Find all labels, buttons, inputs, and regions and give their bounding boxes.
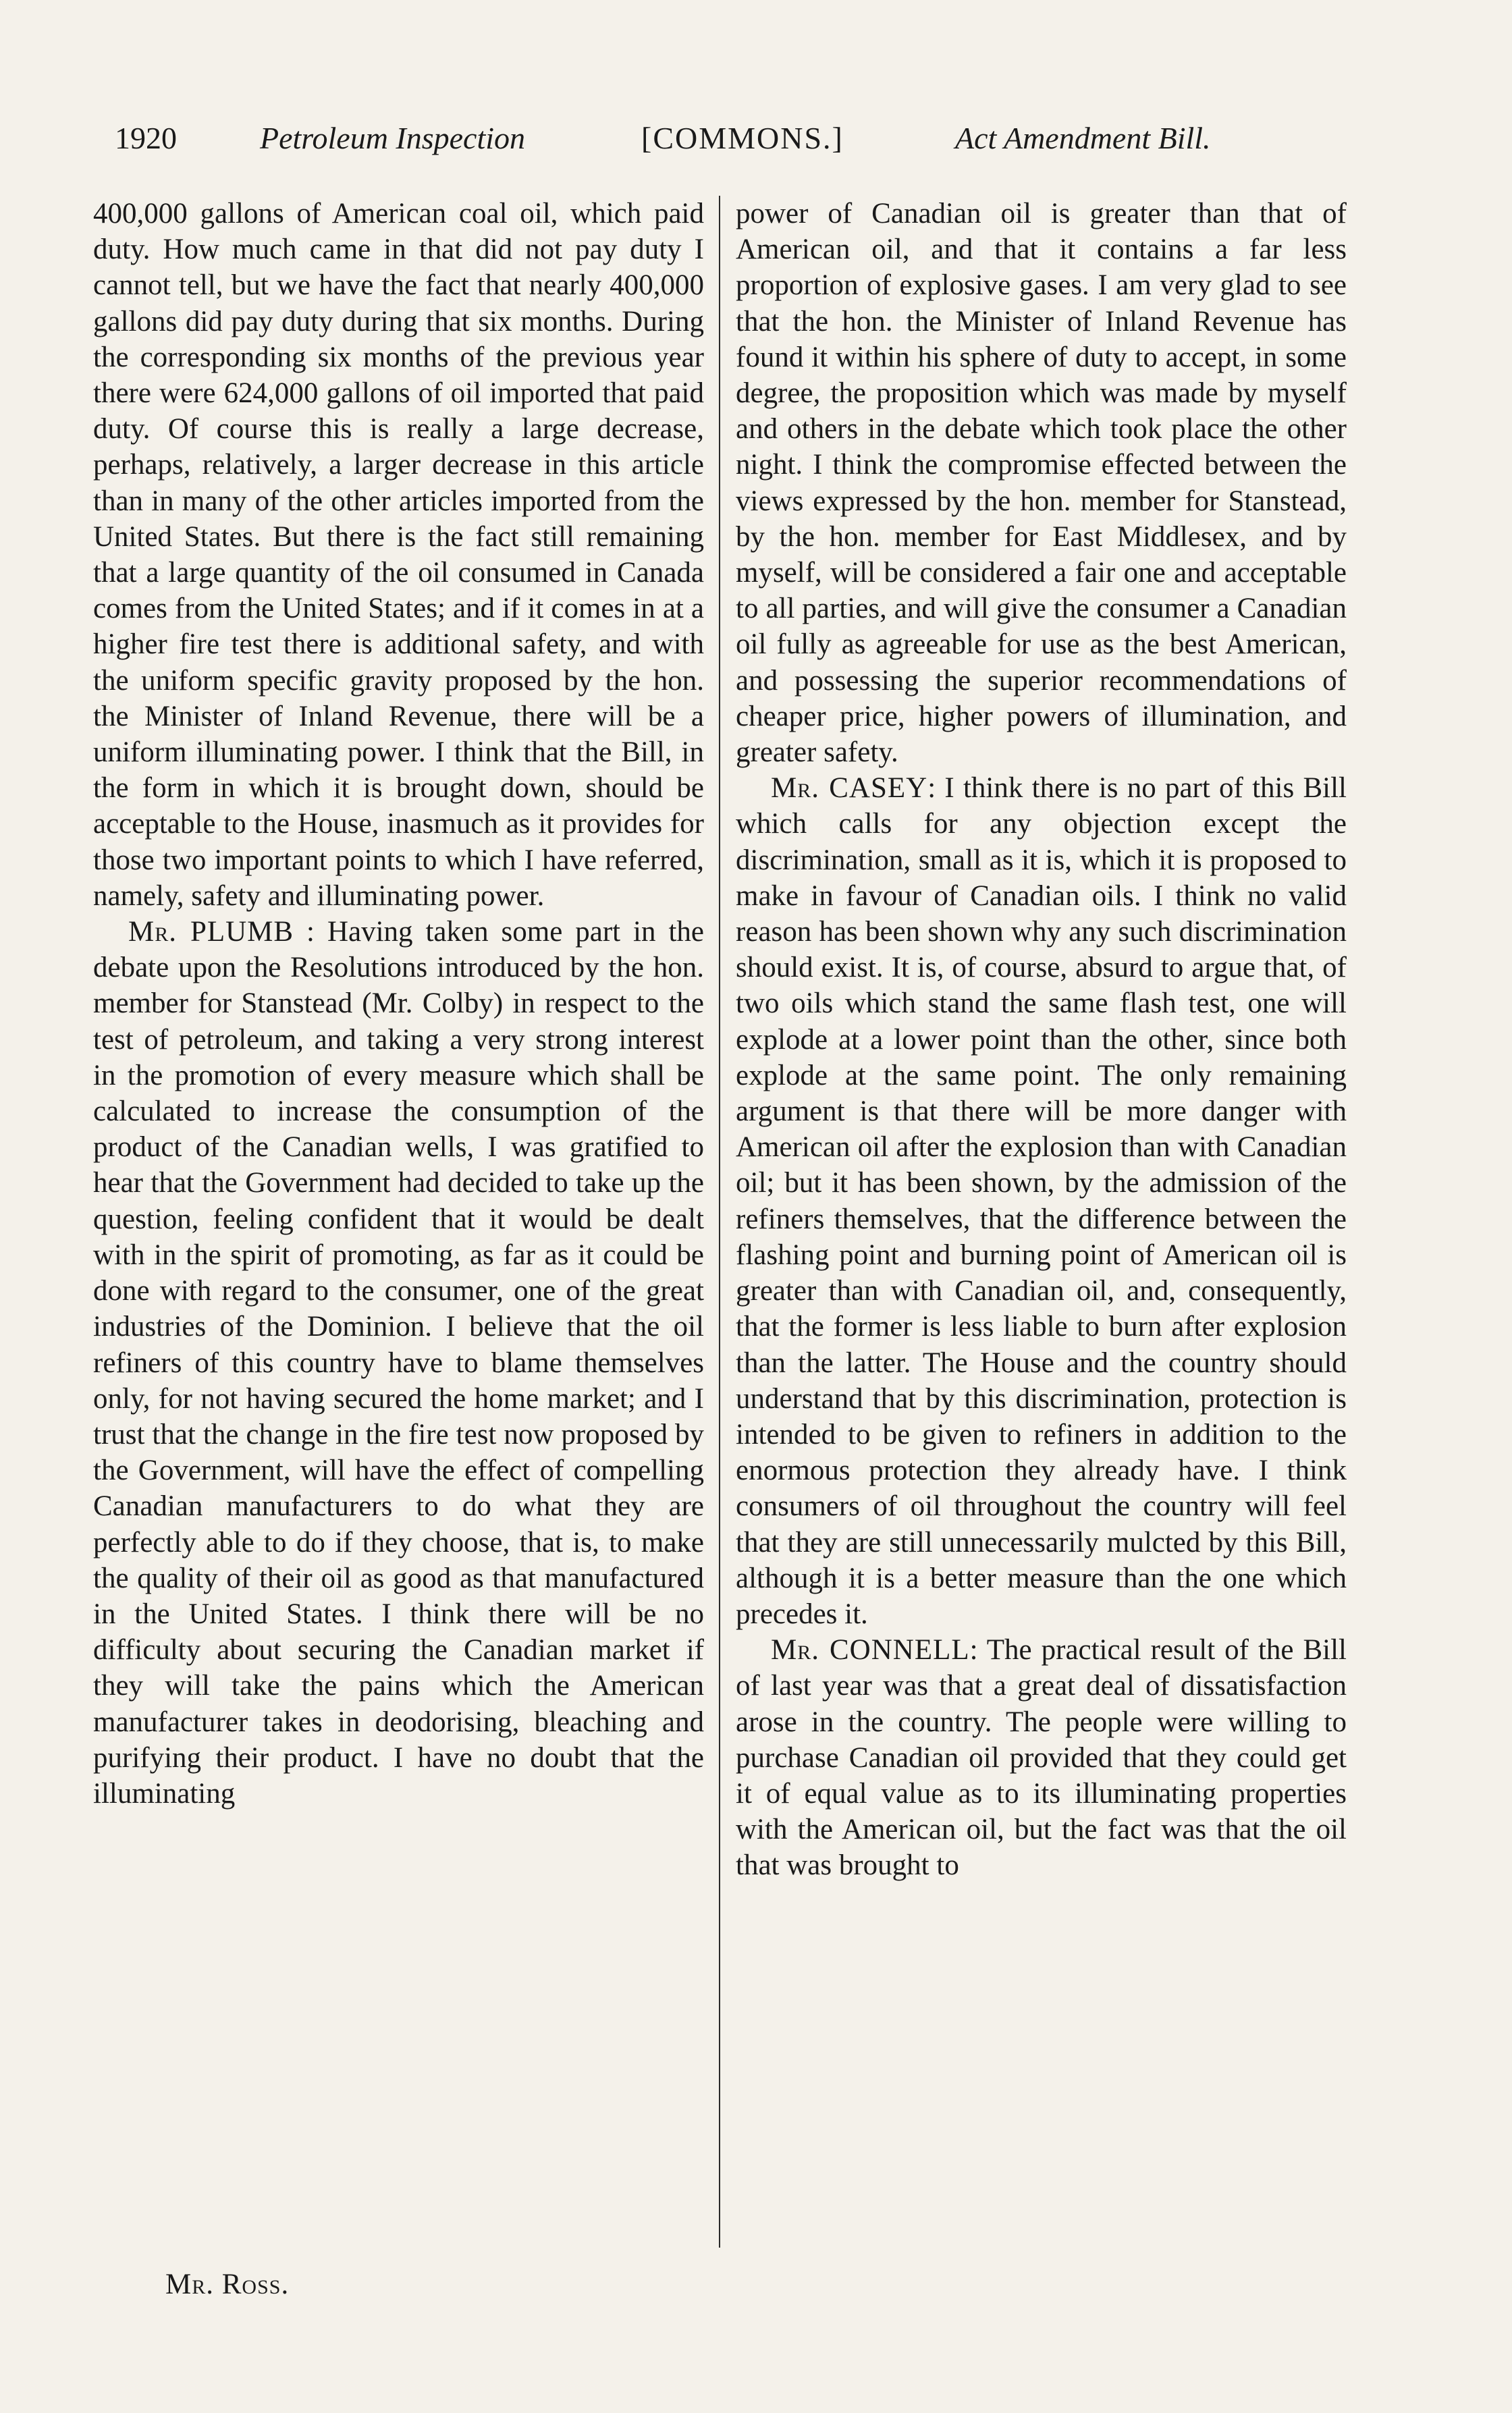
speaker-name: Mr. CONNELL xyxy=(771,1634,970,1666)
header-center-title: [COMMONS.] xyxy=(641,121,844,155)
speech-text: : I think there is no part of this Bill which calls for any objection except the discrimination, small as it is, which it is proposed to make in favour of Canadian oils. I think no valid reason has been shown why any such discrimination should exist. It is, of course, absurd to argue that, of two oils which stand the same flash test, one will explode at a lower point than the other, since both explode at the same point. The only remaining argument is that there will be more danger with American oil after the explosion than with Canadian oil; but it has been shown, by the admission of the refiners themselves, that the difference between the flashing point and burning point of American oil is greater than with Canadian oil, and, consequently, that the former is less liable to burn after explosion than the latter. The House and the country should understand that by this discrimination, protection is intended to be given to refiners in addition to the enormous protection they already have. I think consumers of oil throughout the country will feel that they are still unnecessarily mulcted by this Bill, although it is a better measure than the one which precedes it. xyxy=(736,772,1347,1630)
speaker-name: Mr. CASEY xyxy=(771,772,928,805)
speech-paragraph xyxy=(736,770,1347,1632)
left-column xyxy=(93,196,704,1812)
header-left-title: Petroleum Inspection xyxy=(260,121,526,155)
running-header xyxy=(115,115,1350,162)
column-divider xyxy=(719,196,720,2248)
speaker-name: Mr. PLUMB xyxy=(128,916,294,948)
paragraph: 400,000 gallons of American coal oil, which paid duty. How much came in that did not pay duty I cannot tell, but we have the fact that nearly 400,000 gallons did pay duty during that six months. During the corresponding six months of the previous year there were 624,000 gallons of oil imported that paid duty. Of course this is really a large decrease, perhaps, relatively, a larger decrease in this article than in many of the other articles imported from the United States. But there is the fact still remaining that a large quantity of the oil consumed in Canada comes from the United States; and if it comes in at a higher fire test there is additional safety, and with the uniform specific gravity proposed by the hon. the Minister of Inland Revenue, there will be a uniform illuminating power. I think that the Bill, in the form in which it is brought down, should be acceptable to the House, inasmuch as it provides for those two important points to which I have referred, namely, safety and illuminating power. xyxy=(93,198,704,912)
paragraph: power of Canadian oil is greater than that of American oil, and that it contains a far less proportion of explosive gases. I am very glad to see that the hon. the Minister of Inland Revenue has found it within his sphere of duty to accept, in some degree, the proposition which was made by myself and others in the debate which took place the other night. I think the compromise effected between the views expressed by the hon. member for Stanstead, by the hon. member for East Middlesex, and by myself, will be considered a fair one and acceptable to all parties, and will give the consumer a Canadian oil fully as agreeable for use as the best American, and possessing the superior recommendations of cheaper price, higher powers of illumination, and greater safety. xyxy=(736,198,1347,769)
right-column xyxy=(736,196,1347,1884)
speech-text: : Having taken some part in the debate upon the Resolutions introduced by the hon. member for Stanstead (Mr. Colby) in respect to the test of petroleum, and taking a very strong interest in the promotion of every measure which shall be calculated to increase the consumption of the product of the Canadian wells, I was gratified to hear that the Government had decided to take up the question, feeling confident that it would be dealt with in the spirit of promoting, as far as it could be done with regard to the consumer, one of the great industries of the Dominion. I believe that the oil refiners of this country have to blame themselves only, for not having secured the home market; and I trust that the change in the fire test now proposed by the Government, will have the effect of compelling Canadian manufacturers to do what they are perfectly able to do if they choose, that is, to make the quality of their oil as good as that manufactured in the United States. I think there will be no difficulty about securing the Canadian market if they will take the pains which the American manufacturer takes in deodorising, bleaching and purifying their product. I have no doubt that the illuminating xyxy=(93,916,704,1810)
catchword-footer: Mr. Ross. xyxy=(165,2269,290,2300)
speech-paragraph xyxy=(736,1632,1347,1883)
speech-text: : The practical result of the Bill of last year was that a great deal of dissatisfaction arose in the country. The people were willing to purchase Canadian oil provided that they could get it of equal value as to its illuminating properties with the American oil, but the fact was that the oil that was brought to xyxy=(736,1634,1347,1882)
speech-paragraph xyxy=(93,914,704,1812)
header-right-title: Act Amendment Bill. xyxy=(955,121,1211,155)
page-number: 1920 xyxy=(115,121,177,155)
